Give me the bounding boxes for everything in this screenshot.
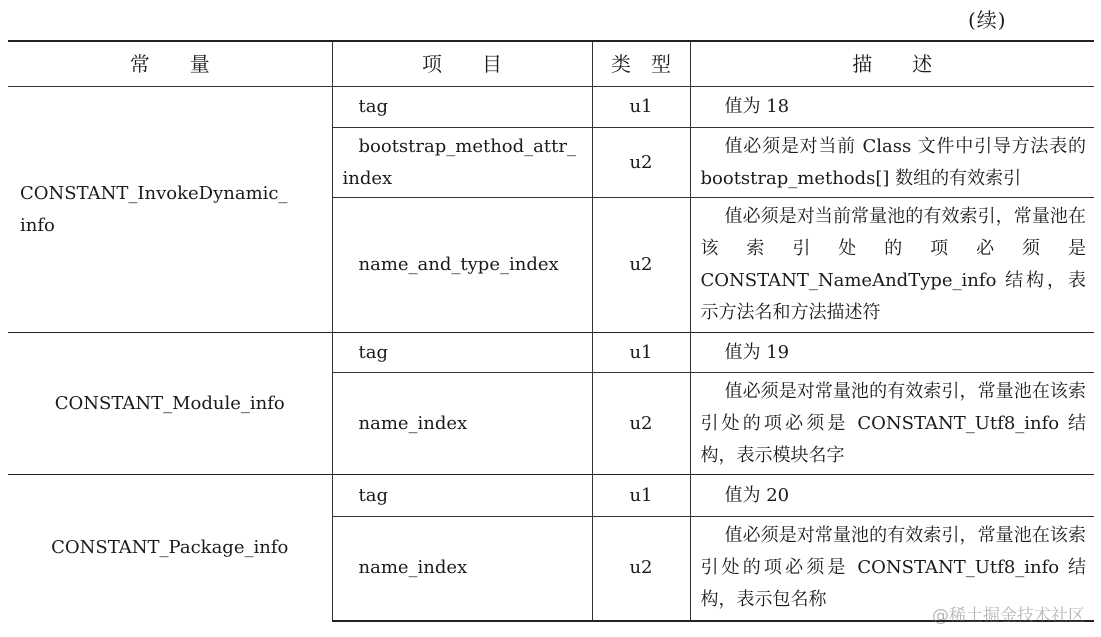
item-type: u2 bbox=[592, 373, 690, 475]
item-name: tag bbox=[332, 333, 592, 373]
item-type: u1 bbox=[592, 333, 690, 373]
constant-name: CONSTANT_Module_info bbox=[8, 333, 332, 475]
item-description: 值必须是对常量池的有效索引，常量池在该索引处的项必须是 CONSTANT_Utf8_info 结构，表示包名称 bbox=[690, 517, 1094, 621]
item-description: 值为 20 bbox=[690, 475, 1094, 517]
table-row bbox=[8, 475, 1094, 517]
table-row bbox=[8, 87, 1094, 128]
constant-name: CONSTANT_Package_info bbox=[8, 475, 332, 621]
table-header-row bbox=[8, 41, 1094, 87]
header-constant: 常 量 bbox=[8, 41, 332, 87]
item-type: u2 bbox=[592, 198, 690, 333]
item-name: bootstrap_method_attr_ index bbox=[332, 128, 592, 198]
constant-name: CONSTANT_InvokeDynamic_ info bbox=[8, 87, 332, 333]
item-name: tag bbox=[332, 87, 592, 128]
constant-pool-table bbox=[8, 40, 1094, 622]
item-description: 值为 18 bbox=[690, 87, 1094, 128]
item-name: name_and_type_index bbox=[332, 198, 592, 333]
continued-label: (续) bbox=[968, 8, 1007, 32]
item-description: 值必须是对常量池的有效索引，常量池在该索引处的项必须是 CONSTANT_Utf8_info 结构，表示模块名字 bbox=[690, 373, 1094, 475]
watermark: @稀土掘金技术社区 bbox=[932, 606, 1085, 626]
item-type: u1 bbox=[592, 475, 690, 517]
item-type: u2 bbox=[592, 517, 690, 621]
item-name: tag bbox=[332, 475, 592, 517]
header-type: 类 型 bbox=[592, 41, 690, 87]
item-type: u2 bbox=[592, 128, 690, 198]
item-type: u1 bbox=[592, 87, 690, 128]
item-description: 值必须是对当前 Class 文件中引导方法表的 bootstrap_methods[] 数组的有效索引 bbox=[690, 128, 1094, 198]
item-name: name_index bbox=[332, 373, 592, 475]
item-description: 值为 19 bbox=[690, 333, 1094, 373]
header-item: 项 目 bbox=[332, 41, 592, 87]
header-description: 描 述 bbox=[690, 41, 1094, 87]
table-row bbox=[8, 333, 1094, 373]
item-description: 值必须是对当前常量池的有效索引，常量池在该索引处的项必须是 CONSTANT_NameAndType_info 结构，表示方法名和方法描述符 bbox=[690, 198, 1094, 333]
item-name: name_index bbox=[332, 517, 592, 621]
